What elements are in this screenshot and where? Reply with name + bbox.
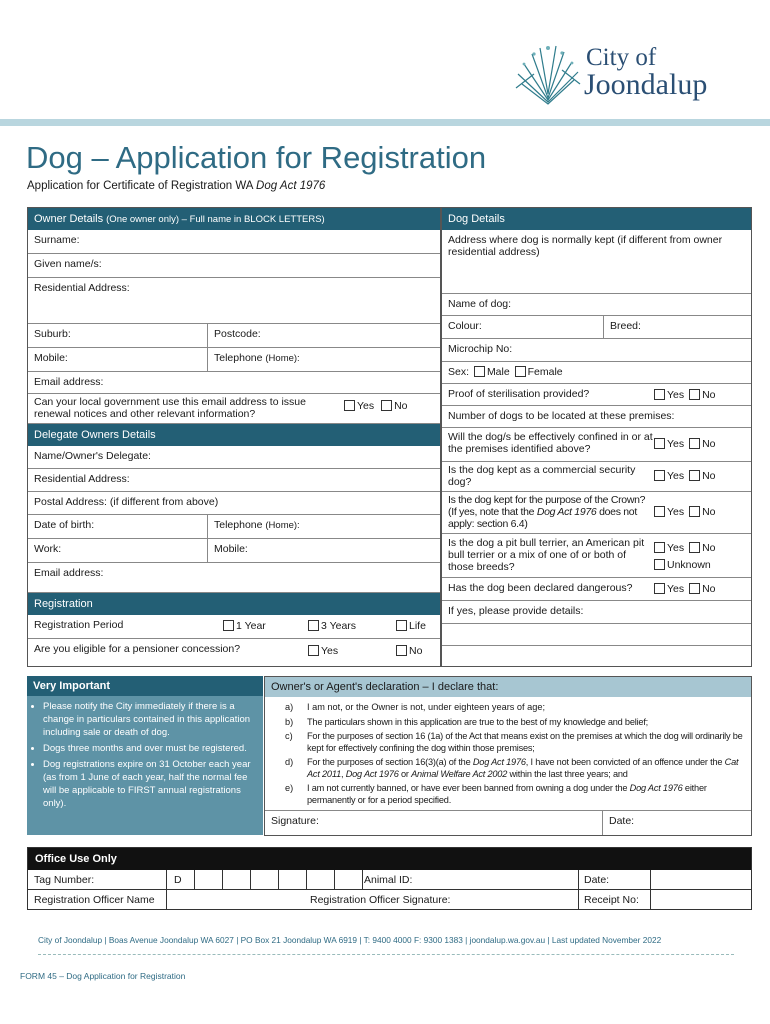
important-item: • Please notify the City immediately if there is a change in particulars contained in this application including sale or death of dog. — [43, 700, 257, 739]
dangerous-no-checkbox[interactable] — [689, 583, 700, 594]
email-consent-yes-checkbox[interactable] — [344, 400, 355, 411]
office-use-panel — [27, 847, 752, 910]
delegate-postal-field[interactable]: Postal Address: (if different from above) — [28, 492, 440, 515]
pitbull-options: Yes No Unknown — [654, 540, 716, 574]
pensioner-yes-checkbox[interactable] — [308, 645, 319, 656]
dangerous-details-field[interactable]: If yes, please provide details: — [442, 601, 751, 624]
declaration-list: a) I am not, or the Owner is not, under eighteen years of age; b) The particulars shown in this application are true to the best of my knowledge and belief; c) For the purposes of section 16 (1a) of the Act that means exist on the premises at which the dog will ordinarily be kept for effectively confining the dog within those premises; d) For the purposes of section 16(3)(a) of the Dog Act 1976, I have not been convicted of an offence under the Cat Act 2011, Dog Act 1976 or Animal Welfare Act 2002 within the last three years; and e) I am not currently banned, or have ever been banned from owning a dog under the Dog Act 1976 either permanently or for a period specified. — [265, 697, 751, 806]
registration-header: Registration — [28, 593, 440, 615]
sex-female-checkbox[interactable] — [515, 366, 526, 377]
officer-name-label: Registration Officer Name — [34, 894, 155, 906]
telephone-home-field[interactable]: Telephone (Home): — [208, 348, 440, 372]
dog-details-header: Dog Details — [442, 208, 751, 230]
important-item: • Dog registrations expire on 31 October each year (as from 1 June of each year, half the normal fee will be applicable to FIRST annual registrations only). — [43, 758, 257, 810]
dangerous-yes-checkbox[interactable] — [654, 583, 665, 594]
logo-text-city-of: City of — [586, 44, 657, 71]
delegate-dob-field[interactable]: Date of birth: — [28, 515, 208, 539]
delegate-residential-field[interactable]: Residential Address: — [28, 469, 440, 492]
delegate-details-header: Delegate Owners Details — [28, 424, 440, 446]
page-title: Dog – Application for Registration — [26, 140, 487, 175]
registration-period-row: Registration Period — [28, 615, 440, 639]
owner-details-header: Owner Details (One owner only) – Full name in BLOCK LETTERS) — [28, 208, 440, 230]
important-item: • Dogs three months and over must be registered. — [43, 742, 257, 755]
crown-row: Is the dog kept for the purpose of the Crown? (If yes, note that the Dog Act 1976 does not apply: section 6.4) — [442, 492, 751, 534]
email-consent-no-checkbox[interactable] — [381, 400, 392, 411]
declaration-panel — [264, 676, 752, 836]
suburb-field[interactable]: Suburb: — [28, 324, 208, 348]
registration-life-checkbox[interactable] — [396, 620, 407, 631]
crown-no-checkbox[interactable] — [689, 506, 700, 517]
dangerous-details-line-3[interactable] — [442, 646, 751, 666]
commercial-no-checkbox[interactable] — [689, 470, 700, 481]
pitbull-yes-checkbox[interactable] — [654, 542, 665, 553]
pitbull-row: Is the dog a pit bull terrier, an American pit bull terrier or a mix of one of or both of those breeds? — [442, 534, 751, 578]
office-date-label: Date: — [584, 874, 610, 886]
declaration-header: Owner's or Agent's declaration – I declare that: — [265, 677, 751, 697]
signature-field[interactable]: Signature: — [265, 810, 603, 835]
dangerous-options: Yes No — [654, 583, 716, 595]
owner-details-section — [27, 207, 441, 667]
sterilisation-row: Proof of sterilisation provided? — [442, 384, 751, 406]
commercial-options: Yes No — [654, 470, 716, 482]
crown-yes-checkbox[interactable] — [654, 506, 665, 517]
very-important-list — [27, 696, 263, 835]
commercial-yes-checkbox[interactable] — [654, 470, 665, 481]
office-row-2 — [28, 890, 751, 909]
commercial-row: Is the dog kept as a commercial security dog? — [442, 462, 751, 492]
sterilisation-options: Yes No — [654, 389, 716, 401]
pensioner-no-option[interactable]: No — [396, 645, 422, 657]
delegate-work-field[interactable]: Work: — [28, 539, 208, 563]
officer-signature-label: Registration Officer Signature: — [310, 894, 451, 906]
pitbull-no-checkbox[interactable] — [689, 542, 700, 553]
sex-male-checkbox[interactable] — [474, 366, 485, 377]
pensioner-concession-row: Are you eligible for a pensioner concession? — [34, 643, 241, 655]
residential-address-field[interactable]: Residential Address: — [28, 278, 440, 324]
registration-1-year-checkbox[interactable] — [223, 620, 234, 631]
tag-prefix: D — [174, 874, 182, 886]
declaration-item-d: For the purposes of section 16(3)(a) of the Dog Act 1976, I have not been convicted of an offence under the Cat Act 2011, Dog Act 1976 or Animal Welfare Act 2002 within the last three years; and — [307, 757, 739, 779]
very-important-panel — [27, 676, 263, 836]
dog-sex-row: Sex: Male Female — [442, 362, 751, 384]
declaration-item-e: I am not currently banned, or have ever been banned from owning a dog under the Dog Act 1976 either permanently or for a period specified. — [307, 783, 707, 805]
footer-contact: City of Joondalup | Boas Avenue Joondalup WA 6027 | PO Box 21 Joondalup WA 6919 | T: 9400 4000 F: 9300 1383 | joondalup.wa.gov.au | Last updated November 2022 — [38, 935, 662, 945]
email-consent-options: Yes No — [344, 400, 408, 412]
delegate-email-field[interactable]: Email address: — [28, 563, 440, 593]
office-row-1 — [28, 870, 751, 890]
email-field[interactable]: Email address: — [28, 372, 440, 394]
confined-row: Will the dog/s be effectively confined in or at the premises identified above? — [442, 428, 751, 462]
footer-divider — [38, 954, 734, 955]
sterilisation-yes-checkbox[interactable] — [654, 389, 665, 400]
animal-id-label: Animal ID: — [364, 874, 413, 886]
declaration-item-a: I am not, or the Owner is not, under eighteen years of age; — [307, 702, 545, 712]
delegate-telephone-field[interactable]: Telephone (Home): — [208, 515, 440, 539]
dangerous-row: Has the dog been declared dangerous? — [442, 578, 751, 601]
confined-yes-checkbox[interactable] — [654, 438, 665, 449]
surname-field[interactable]: Surname: — [28, 230, 440, 254]
pitbull-unknown-checkbox[interactable] — [654, 559, 665, 570]
crown-options: Yes No — [654, 506, 716, 518]
registration-1-year-option[interactable]: 1 Year — [223, 620, 266, 632]
dog-breed-field[interactable]: Breed: — [604, 316, 751, 339]
office-use-header: Office Use Only — [28, 848, 751, 870]
mobile-field[interactable]: Mobile: — [28, 348, 208, 372]
dog-details-section — [441, 207, 752, 667]
page-subtitle: Application for Certificate of Registration WA Dog Act 1976 — [27, 180, 326, 192]
delegate-mobile-field[interactable]: Mobile: — [208, 539, 440, 563]
given-names-field[interactable]: Given name/s: — [28, 254, 440, 278]
very-important-header: Very Important — [27, 676, 263, 696]
pensioner-yes-option[interactable]: Yes — [308, 645, 338, 657]
tag-number-label: Tag Number: — [34, 874, 95, 886]
dog-address-field[interactable]: Address where dog is normally kept (if different from owner residential address) — [442, 230, 751, 294]
header-band — [0, 119, 770, 126]
registration-life-option[interactable]: Life — [396, 620, 426, 632]
sterilisation-no-checkbox[interactable] — [689, 389, 700, 400]
postcode-field[interactable]: Postcode: — [208, 324, 440, 348]
form-identifier: FORM 45 – Dog Application for Registration — [20, 971, 186, 981]
dog-name-field[interactable]: Name of dog: — [442, 294, 751, 316]
receipt-number-label: Receipt No: — [584, 894, 639, 906]
city-of-joondalup-logo — [514, 44, 582, 106]
microchip-field[interactable]: Microchip No: — [442, 339, 751, 362]
registration-3-years-checkbox[interactable] — [308, 620, 319, 631]
email-consent-question: Can your local government use this email address to issue renewal notices and other relevant information? — [28, 394, 440, 424]
declaration-item-c: For the purposes of section 16 (1a) of the Act that means exist on the premises at which the dog will ordinarily be kept for effectively confining the dog within those premises; — [307, 731, 743, 753]
declaration-date-field[interactable]: Date: — [603, 810, 751, 835]
confined-no-checkbox[interactable] — [689, 438, 700, 449]
dangerous-details-line-2[interactable] — [442, 624, 751, 646]
registration-3-years-option[interactable]: 3 Years — [308, 620, 356, 632]
pensioner-no-checkbox[interactable] — [396, 645, 407, 656]
logo-text-joondalup: Joondalup — [584, 68, 708, 101]
declaration-item-b: The particulars shown in this application are true to the best of my knowledge and belief; — [307, 716, 649, 727]
dog-colour-field[interactable]: Colour: — [442, 316, 604, 339]
delegate-name-field[interactable]: Name/Owner's Delegate: — [28, 446, 440, 469]
number-of-dogs-field[interactable]: Number of dogs to be located at these premises: — [442, 406, 751, 428]
confined-options: Yes No — [654, 438, 716, 450]
